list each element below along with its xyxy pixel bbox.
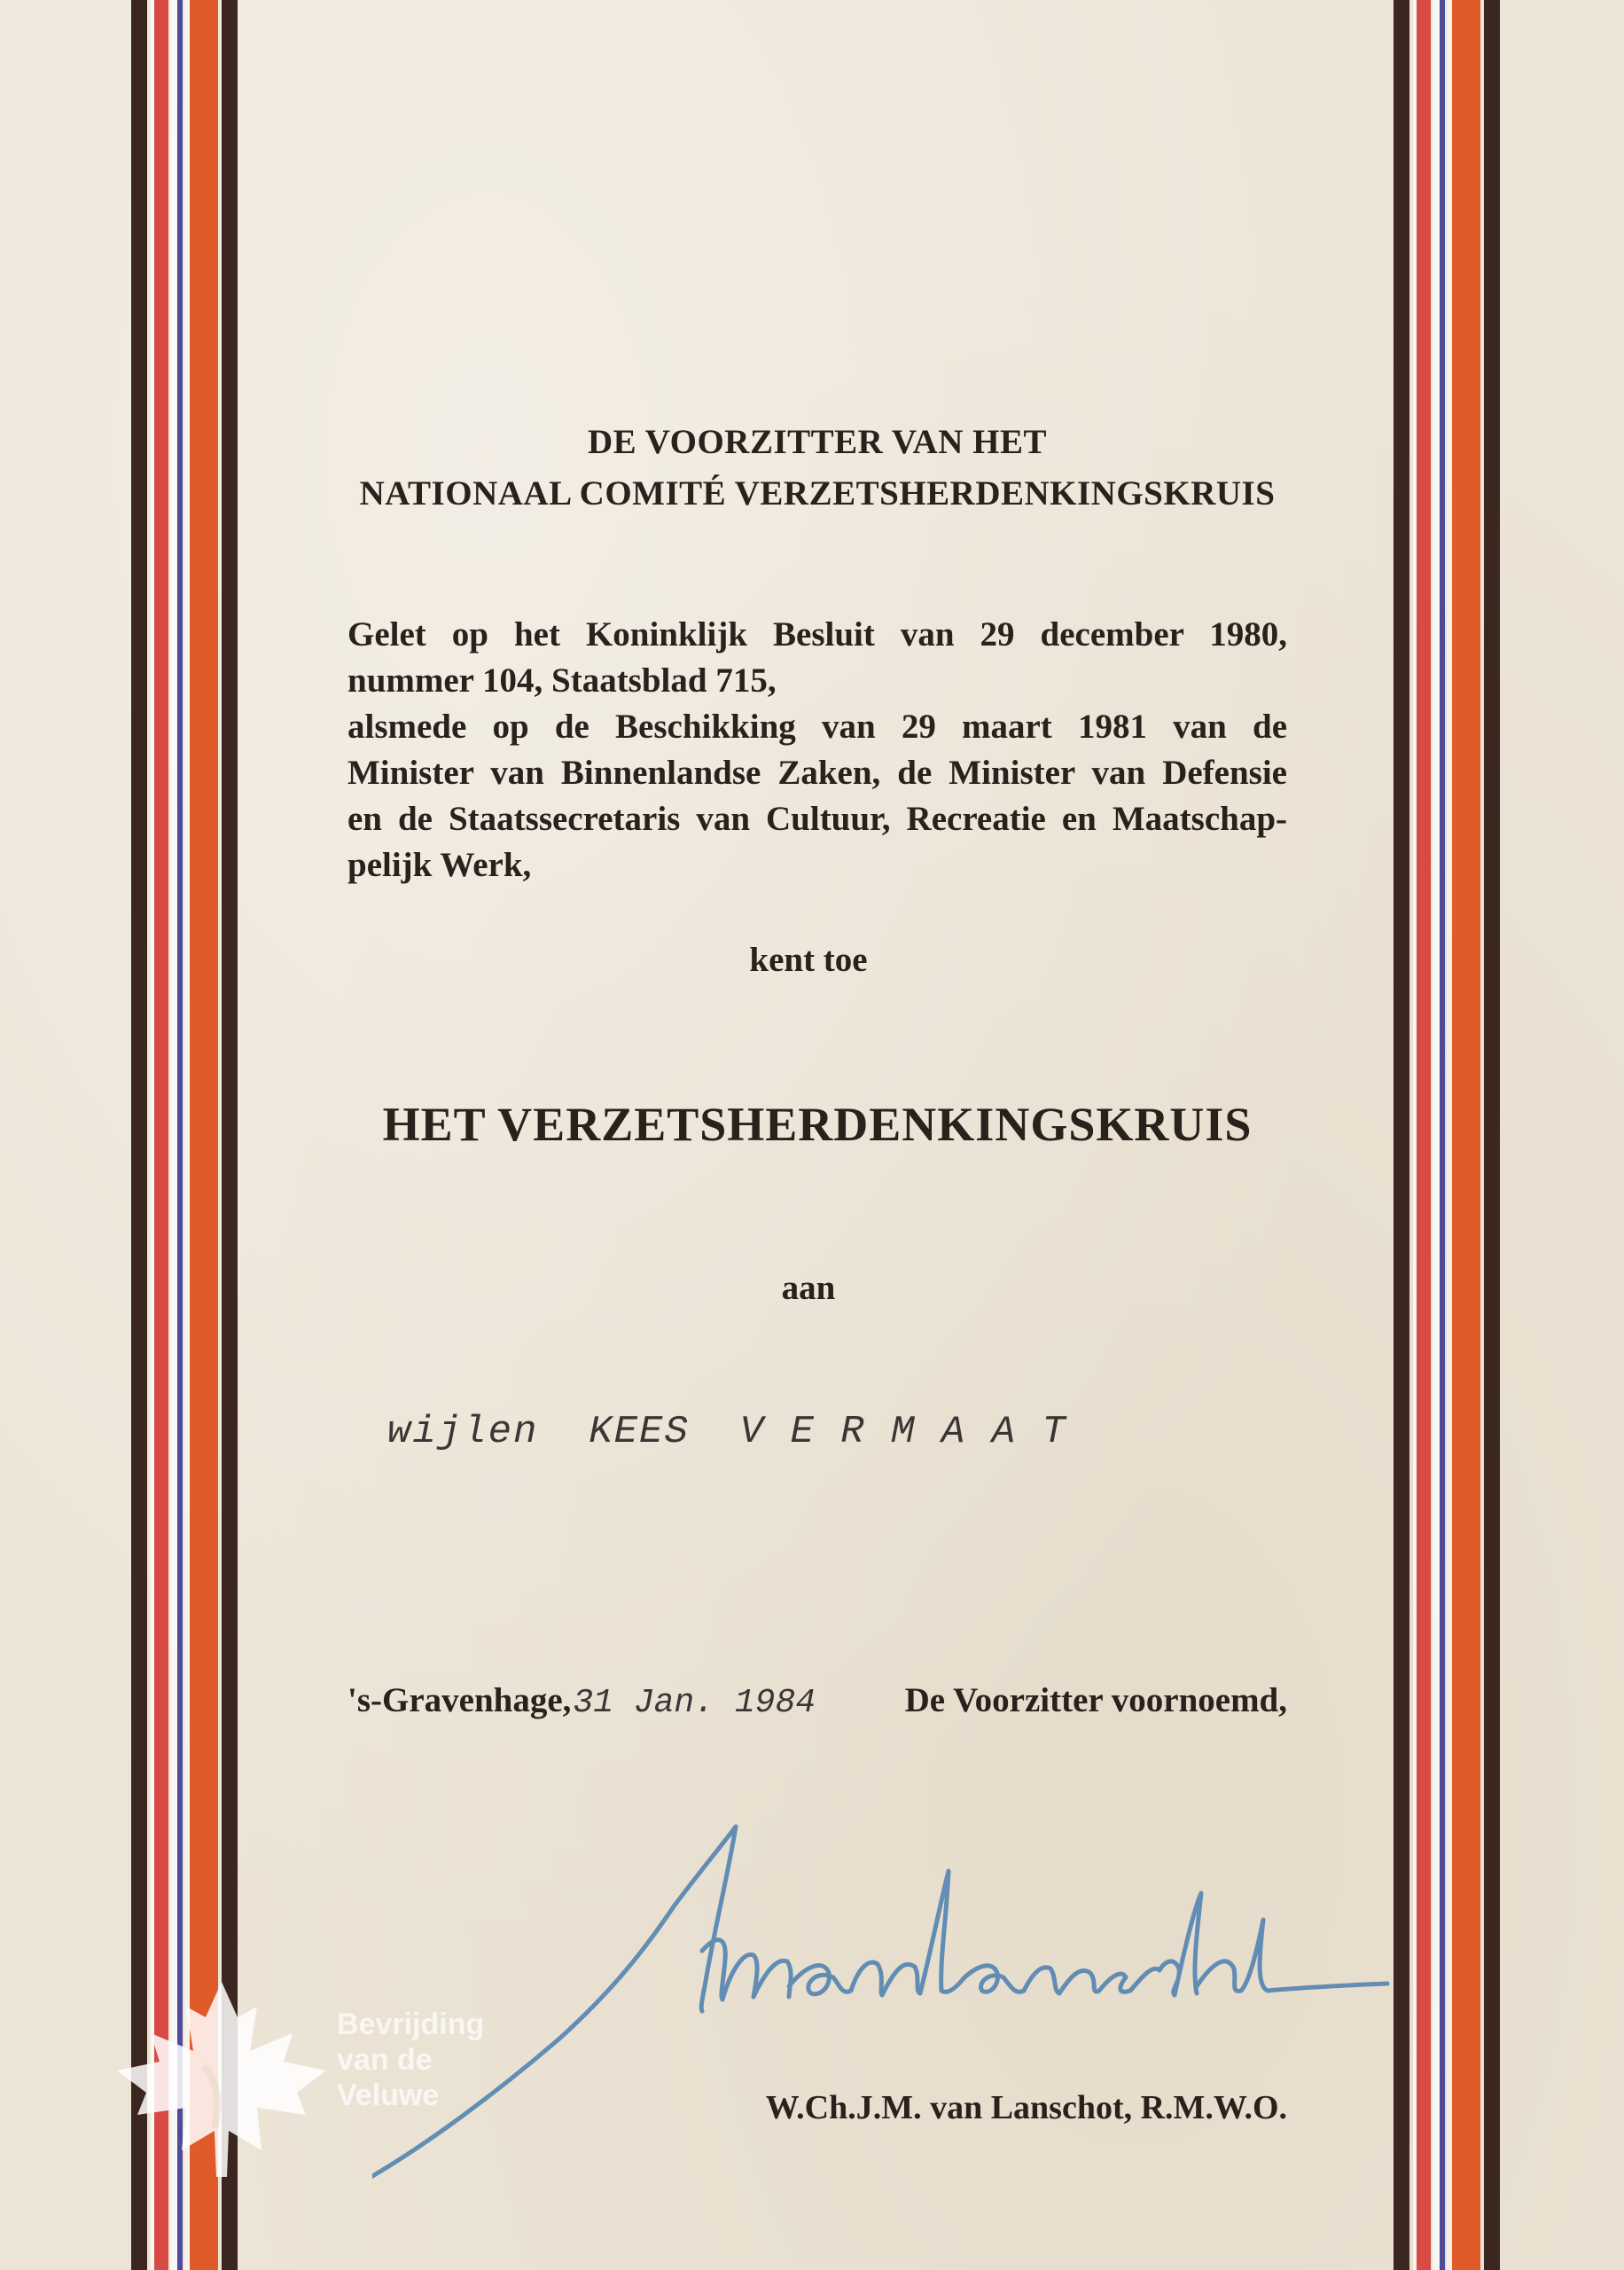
- grant-phrase: kent toe: [749, 941, 868, 979]
- watermark-line-3: Veluwe: [337, 2078, 440, 2112]
- right-ribbon-border: [1394, 0, 1500, 2270]
- preamble-line: pelijk Werk,: [347, 846, 532, 884]
- award-title: HET VERZETSHERDENKINGSKRUIS: [382, 1098, 1253, 1151]
- heading-line-2: NATIONAAL COMITÉ VERZETSHERDENKINGSKRUIS: [359, 474, 1276, 513]
- preamble-line: Minister van Binnenlandse Zaken, de Minister van Defensie: [347, 754, 1287, 792]
- maple-leaf-icon: [115, 1982, 328, 2177]
- signer-name: W.Ch.J.M. van Lanschot, R.M.W.O.: [765, 2089, 1287, 2126]
- heading: [347, 417, 1287, 520]
- watermark-line-1: Bevrijding: [337, 2008, 485, 2041]
- preamble-line: alsmede op de Beschikking van 29 maart 1981 van de: [347, 708, 1287, 746]
- left-ribbon-border: [131, 0, 238, 2270]
- watermark-line-2: van de: [337, 2043, 433, 2077]
- date: 31 Jan. 1984: [573, 1684, 816, 1722]
- recipient-name: wijlen KEES V E R M A A T: [387, 1410, 1067, 1454]
- preamble-paragraph: [347, 612, 1287, 888]
- to-word: aan: [781, 1269, 836, 1307]
- place: 's-Gravenhage,: [347, 1681, 572, 1719]
- watermark-logo: [115, 1982, 541, 2177]
- watermark-text: [337, 2007, 484, 2113]
- heading-line-1: DE VOORZITTER VAN HET: [588, 423, 1047, 461]
- preamble-line: nummer 104, Staatsblad 715,: [347, 661, 777, 700]
- preamble-line: Gelet op het Koninklijk Besluit van 29 december 1980,: [347, 615, 1287, 654]
- place-date-row: [347, 1680, 1287, 1722]
- chair-phrase: De Voorzitter voornoemd,: [904, 1681, 1287, 1719]
- preamble-line: en de Staatssecretaris van Cultuur, Recreatie en Maatschap-: [347, 800, 1287, 838]
